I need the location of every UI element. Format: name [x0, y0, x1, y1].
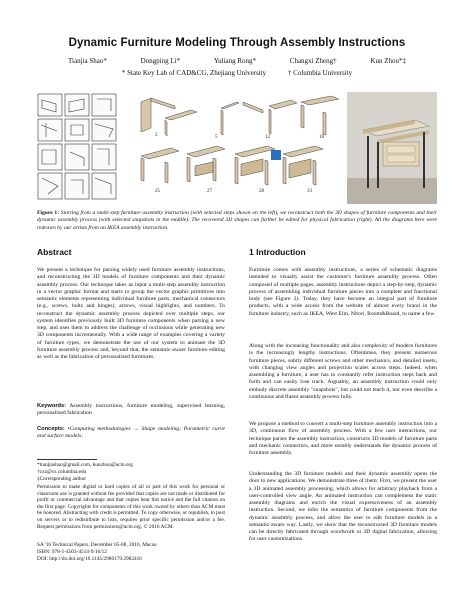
- step-number: 12: [265, 135, 270, 140]
- conference-info: SA '16 Technical Papers, December 05-08, 2016, Macao: [37, 542, 157, 548]
- affiliation: * State Key Lab of CAD&CG, Zhejiang University: [121, 69, 267, 77]
- concepts-text: •Computing methodologies → Shape modeling; Parametric curve and surface models;: [37, 426, 225, 440]
- intro-paragraph-1: Furniture comes with assembly instructions, a series of schematic diagrams intended to visually assist the customer's furniture assembly process. Often composed of multiple pages, assembly instructions depict a step-by-step, dynamic process of assembling individual furniture pieces into a complete and functional body (see Figure 2). Today, they have become an integral part of furniture products, with a wide access from the website of almost every brand in the furniture industry, such as IKEA, West Elm, Nitori, Room&Board, to name a few.: [249, 267, 437, 317]
- author: Yuliang Rong*: [213, 57, 257, 65]
- fabricated-furniture-photo: [347, 92, 437, 204]
- affiliation: † Columbia University: [287, 69, 353, 77]
- step-number: 18: [319, 135, 324, 140]
- footnote: *tianjiashao@gmail.com, kunzhou@acm.org: [37, 462, 133, 468]
- intro-paragraph-3: We propose a method to convert a multi-step furniture assembly instruction into a 3D, continuous flow of assembly process. With a few user interactions, our technique parses the assembly instruction, constructs 3D models of furniture parts and mechanic connectors, and more notably understands the dynamic process of furniture assembly.: [249, 421, 437, 456]
- permission-notice: Permission to make digital or hard copies of all or part of this work for personal or classroom use is granted without fee provided that copies are not made or distributed for profit or commercial advantage and that copies bear this notice and the full citation on the first page. Copyrights for components of this work owned by others than ACM must be honored. Abstracting with credit is permitted. To copy otherwise, or republish, to post on servers or to redistribute to lists, requires prior specific permission and/or a fee. Request permissions from permissions@acm.org. © 2016 ACM.: [37, 484, 225, 530]
- affiliations: [0, 69, 474, 77]
- step-number: 5: [215, 135, 218, 140]
- keywords-text: Assembly instructions, furniture modeling, supervised learning, personalized fabrication: [37, 403, 225, 417]
- author: Tianjia Shao*: [68, 57, 107, 65]
- author: Changxi Zheng†: [289, 57, 337, 65]
- abstract-heading: Abstract: [37, 247, 72, 257]
- step-number: 27: [207, 189, 212, 194]
- author: Dongping Li*: [140, 57, 181, 65]
- footnote: †cxz@cs.columbia.edu: [37, 469, 87, 475]
- isbn: ISBN: 978-1-4503-4514-9/16/12: [37, 549, 107, 555]
- ccs-concepts: [37, 426, 225, 441]
- footnote: ‡Corresponding author: [37, 476, 86, 482]
- step-number: 25: [155, 189, 160, 194]
- paper-title: Dynamic Furniture Modeling Through Assembly Instructions: [68, 37, 406, 49]
- keywords: [37, 403, 225, 418]
- author: Kun Zhou*‡: [370, 57, 406, 65]
- doi: DOI: http://dx.doi.org/10.1145/2980179.2982416: [37, 556, 142, 562]
- intro-paragraph-4: Understanding the 3D furniture models and their dynamic assembly opens the door to new applications. We demonstrate three of them: First, we present the user a 3D animated assembly processing, which allows for arbitrary playback from a user-controlled view angle. An animated instruction can complement the static assembly diagrams and enrich the visual expressiveness of an assembly instruction. Second, we infer the semantics of furniture components from the dynamic assembly process, and allow the user to edit furniture models in a semantic-aware way. Lastly, we show that the reconstructed 3D furniture models can be directly fabricated through woodwork or 3D digital fabrication, allowing for user customizations.: [249, 471, 437, 543]
- caption-text: Starting from a multi-step furniture assembly instruction (with selected steps shown on the left), we reconstruct both the 3D shapes of furniture components and their dynamic assembly process (with selected snapshots in the middle). The recovered 3D shapes can further be edited for physical fabrication (right). All the diagrams here were redrawn by our artists from an IKEA assembly instruction.: [37, 210, 437, 231]
- figure-caption: [37, 210, 437, 232]
- abstract-text: We present a technique for parsing widely used furniture assembly instructions, and reconstructing the 3D models of furniture components and their dynamic assembly process. Our technique takes as input a multi-step assembly instruction in a vector graphic format and starts to group the vector graphic primitives into semantic elements representing individual furniture parts, mechanical connectors (e.g., screws, bolts and hinges), arrows, visual highlights, and numbers. To reconstruct the dynamic assembly process depicted over multiple steps, our system identifies previously built 3D furniture components when parsing a new step, and uses them to address the challenge of occlusions while generating new 3D components incrementally. With a wide range of examples covering a variety of furniture types, we demonstrate the use of our system to animate the 3D furniture assembly process and, beyond that, the semantic-aware furniture editing as well as the fabrication of personalized furnitures.: [37, 267, 225, 360]
- step-number: 2: [155, 133, 158, 138]
- step-number: 33: [307, 189, 312, 194]
- keywords-label: Keywords:: [37, 403, 67, 409]
- instruction-steps-panel: [38, 94, 116, 199]
- caption-label: Figure 1:: [37, 210, 60, 216]
- intro-paragraph-2: Along with the increasing functionality and also complexity of modern furnitures is the increasingly lengthy instructions. Oftentimes, they present numerous furniture pieces, subtly different screws and other mechanics, and detailed insets, with changing view angles and projection scales across steps. Indeed, when assembling a furniture, a user has to constantly refer instruction steps back and forth and can easily lose track. Arguably, an assembly instruction could only embody discrete assembly "snapshots", but could not teach it, nor even describe a continuous and fluent assembly process fully.: [249, 343, 437, 400]
- concepts-label: Concepts:: [37, 426, 65, 432]
- author-list: [0, 57, 474, 65]
- introduction-heading: 1 Introduction: [249, 247, 306, 257]
- teaser-figure: [37, 92, 437, 204]
- footnote-rule: [37, 459, 97, 460]
- assembly-snapshots-panel: [141, 96, 339, 185]
- step-number: 28: [259, 189, 264, 194]
